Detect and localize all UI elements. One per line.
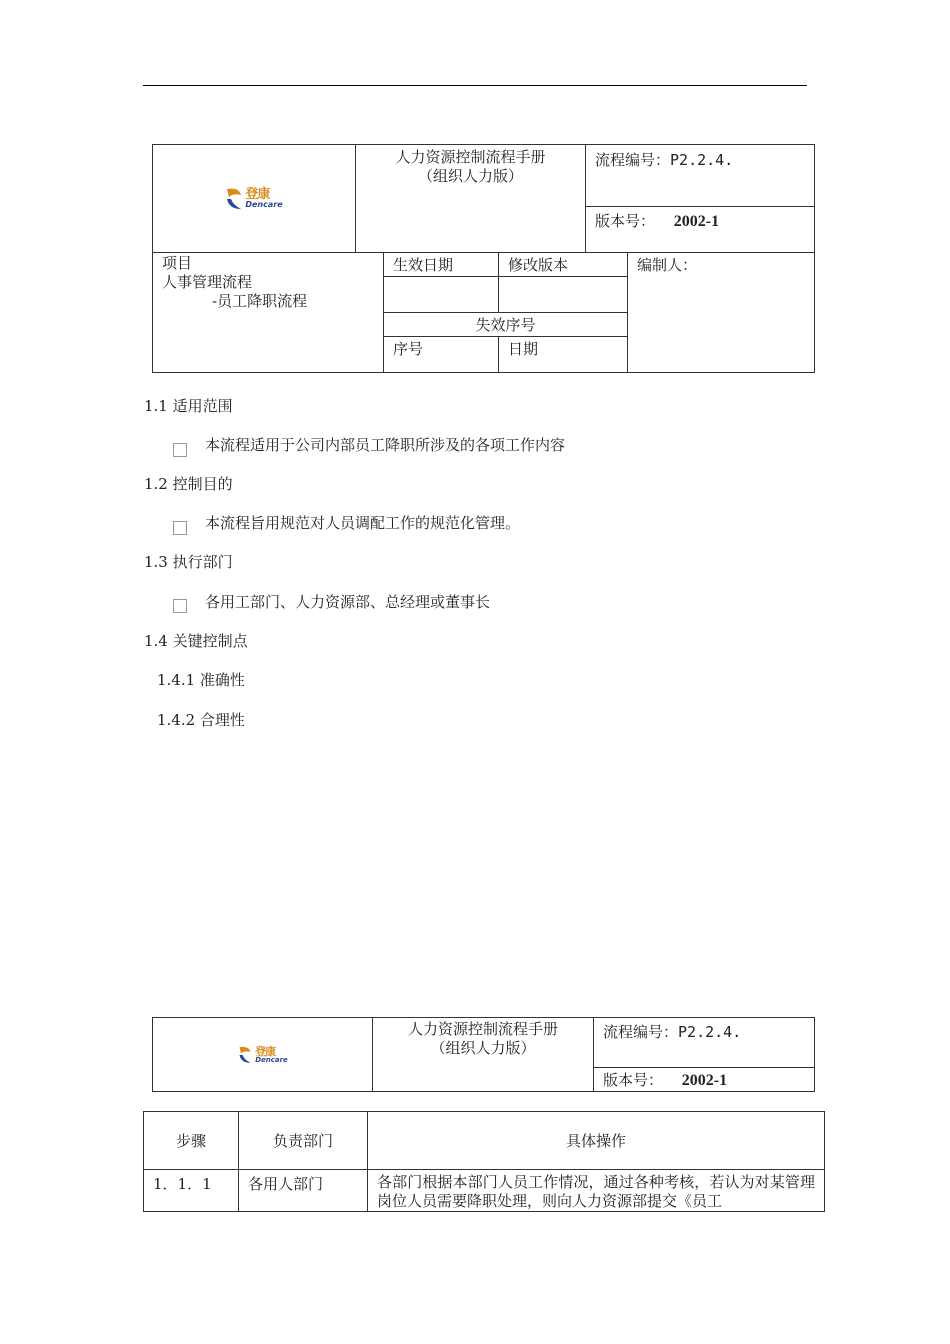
version-cell-2: [594, 1068, 815, 1092]
manual-title: 人力资源控制流程手册: [407, 1020, 558, 1038]
steps-header-op: 具体操作: [368, 1112, 825, 1170]
editor-cell: 编制人：: [628, 253, 815, 373]
logo-swoosh-icon: [237, 1044, 253, 1066]
section-heading-1: 1.1 适用范围: [144, 397, 233, 415]
seq-header: 序号: [384, 337, 499, 373]
table-row: [144, 1170, 825, 1212]
effective-date-header: 生效日期: [384, 253, 499, 277]
date-header: 日期: [499, 337, 628, 373]
manual-title-cell-2: [373, 1018, 594, 1092]
section-heading-4: 1.4 关键控制点: [144, 632, 248, 650]
header-table-2: [152, 1017, 815, 1092]
invalid-seq-header: 失效序号: [384, 313, 628, 337]
company-logo: [153, 185, 355, 213]
section-bullet-3: 各用工部门、人力资源部、总经理或董事长: [205, 593, 491, 611]
checkbox-icon: [173, 521, 187, 535]
subpoint-1: 1.4.1 准确性: [157, 671, 245, 689]
section-heading-2: 1.2 控制目的: [144, 475, 233, 493]
process-no-cell: [586, 145, 815, 207]
section-bullet-1: 本流程适用于公司内部员工降职所涉及的各项工作内容: [205, 436, 566, 454]
company-logo-2: [153, 1044, 372, 1066]
logo-cell-2: [153, 1018, 373, 1092]
checkbox-icon: [173, 443, 187, 457]
logo-swoosh-icon: [225, 185, 243, 213]
step-cell: 1．1．1: [144, 1170, 239, 1212]
item-cell: [153, 253, 384, 373]
process-no-value: P2.2.4.: [670, 151, 734, 169]
manual-subtitle: （组织人力版）: [430, 1039, 536, 1057]
logo-cn-text: 登康: [255, 1044, 276, 1058]
item-label: 项目: [162, 254, 193, 272]
dept-cell: 各用人部门: [239, 1170, 368, 1212]
logo-cell: [153, 145, 356, 253]
item-line2: -员工降职流程: [212, 292, 308, 310]
version-value: 2002-1: [673, 213, 720, 230]
header-table: [152, 144, 815, 253]
effective-date-value: [384, 277, 499, 313]
logo-en-text: Dencare: [245, 200, 283, 209]
revision-value: [499, 277, 628, 313]
section-bullet-2: 本流程旨用规范对人员调配工作的规范化管理。: [205, 514, 521, 532]
revision-header: 修改版本: [499, 253, 628, 277]
info-table: [152, 252, 815, 373]
manual-title-cell: [356, 145, 586, 253]
logo-cn-text: 登康: [245, 187, 270, 202]
version-cell: [586, 207, 815, 253]
version-value: 2002-1: [681, 1072, 728, 1089]
manual-subtitle: （组织人力版）: [417, 167, 523, 185]
header-rule: [143, 85, 807, 86]
process-no-value: P2.2.4.: [678, 1023, 742, 1041]
section-heading-3: 1.3 执行部门: [144, 553, 233, 571]
op-cell: 各部门根据本部门人员工作情况，通过各种考核，若认为对某管理岗位人员需要降职处理，则向人力资源部提交《员工: [368, 1170, 825, 1212]
subpoint-2: 1.4.2 合理性: [157, 711, 245, 729]
logo-en-text: Dencare: [255, 1055, 288, 1064]
steps-table: [143, 1111, 825, 1212]
version-label: 版本号：: [595, 212, 656, 230]
steps-header-step: 步骤: [144, 1112, 239, 1170]
process-no-label: 流程编号：: [603, 1023, 679, 1041]
manual-title: 人力资源控制流程手册: [395, 148, 546, 166]
version-label: 版本号：: [603, 1071, 664, 1089]
process-no-cell-2: [594, 1018, 815, 1068]
steps-header-dept: 负责部门: [239, 1112, 368, 1170]
checkbox-icon: [173, 599, 187, 613]
item-line1: 人事管理流程: [162, 273, 253, 291]
process-no-label: 流程编号：: [595, 151, 671, 169]
